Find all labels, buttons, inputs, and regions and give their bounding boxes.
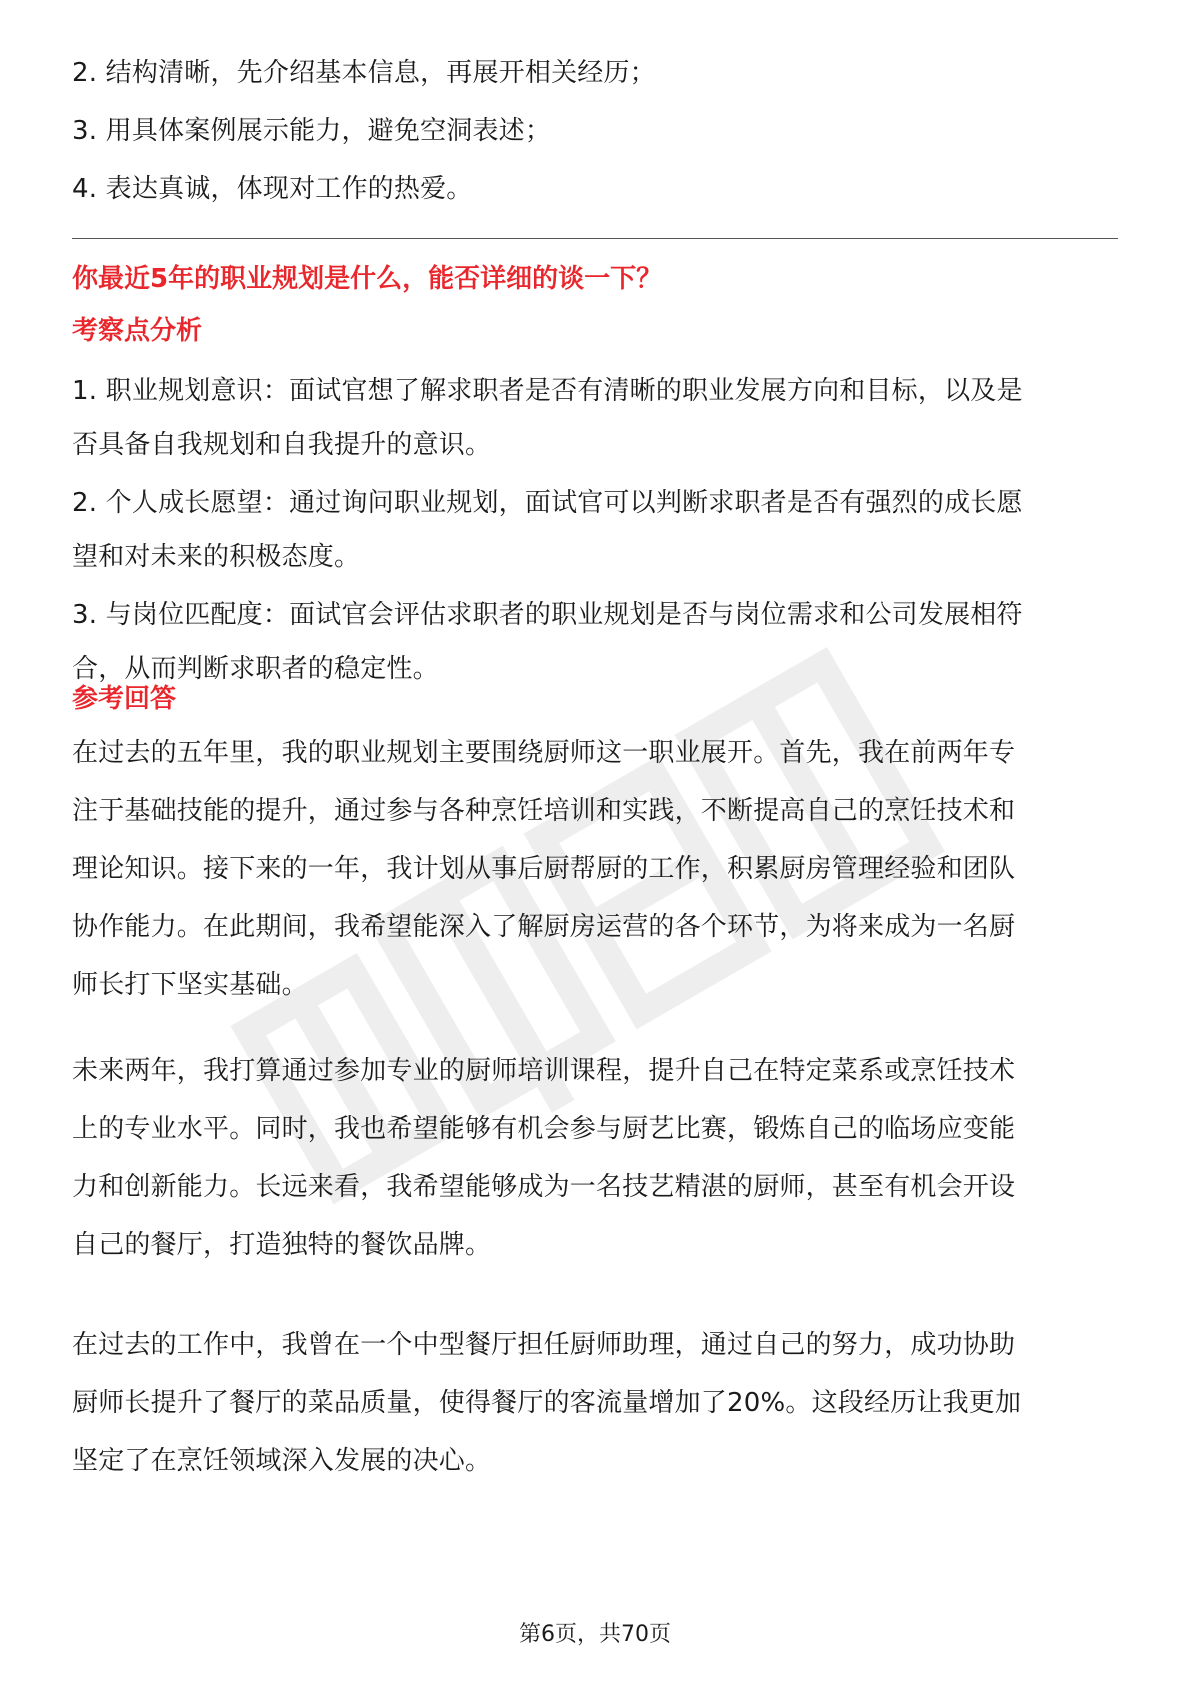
paragraph-line: 力和创新能力。长远来看，我希望能够成为一名技艺精湛的厨师，甚至有机会开设 [72,1172,1016,1202]
paragraph-line: 师长打下坚实基础。 [72,970,308,1000]
paragraph-line: 未来两年，我打算通过参加专业的厨师培训课程，提升自己在特定菜系或烹饪技术 [72,1056,1016,1086]
analysis-line: 合，从而判断求职者的稳定性。 [72,654,439,684]
list-item: 2. 结构清晰，先介绍基本信息，再展开相关经历； [72,58,656,88]
analysis-line: 2. 个人成长愿望：通过询问职业规划，面试官可以判断求职者是否有强烈的成长愿 [72,488,1023,518]
list-item: 4. 表达真诚，体现对工作的热爱。 [72,174,473,204]
analysis-line: 望和对未来的积极态度。 [72,542,361,572]
analysis-title: 考察点分析 [72,316,203,346]
answer-paragraph-2 [72,1042,1015,1274]
paragraph-line: 在过去的工作中，我曾在一个中型餐厅担任厨师助理，通过自己的努力，成功协助 [72,1330,1016,1360]
paragraph-line: 理论知识。接下来的一年，我计划从事后厨帮厨的工作，积累厨房管理经验和团队 [72,854,1016,884]
answer-paragraph-3 [72,1316,1021,1490]
paragraph-line: 协作能力。在此期间，我希望能深入了解厨房运营的各个环节，为将来成为一名厨 [72,912,1016,942]
paragraph-line: 上的专业水平。同时，我也希望能够有机会参与厨艺比赛，锻炼自己的临场应变能 [72,1114,1016,1144]
paragraph-line: 坚定了在烹饪领域深入发展的决心。 [72,1446,492,1476]
analysis-line: 3. 与岗位匹配度：面试官会评估求职者的职业规划是否与岗位需求和公司发展相符 [72,600,1023,630]
paragraph-line: 自己的餐厅，打造独特的餐饮品牌。 [72,1230,492,1260]
analysis-list [72,362,1023,698]
previous-answer-tips [72,44,656,218]
answer-paragraph-1 [72,724,1015,1014]
answer-title: 参考回答 [72,684,177,714]
list-item: 3. 用具体案例展示能力，避免空洞表述； [72,116,552,146]
analysis-line: 否具备自我规划和自我提升的意识。 [72,430,492,460]
page-number: 第6页，共70页 [519,1622,671,1647]
paragraph-line: 在过去的五年里，我的职业规划主要围绕厨师这一职业展开。首先，我在前两年专 [72,738,1016,768]
paragraph-line: 注于基础技能的提升，通过参与各种烹饪培训和实践，不断提高自己的烹饪技术和 [72,796,1016,826]
question-heading: 你最近5年的职业规划是什么，能否详细的谈一下？ [72,264,663,294]
analysis-line: 1. 职业规划意识：面试官想了解求职者是否有清晰的职业发展方向和目标，以及是 [72,376,1023,406]
paragraph-line: 厨师长提升了餐厅的菜品质量，使得餐厅的客流量增加了20%。这段经历让我更加 [72,1388,1022,1418]
section-divider [72,238,1118,239]
